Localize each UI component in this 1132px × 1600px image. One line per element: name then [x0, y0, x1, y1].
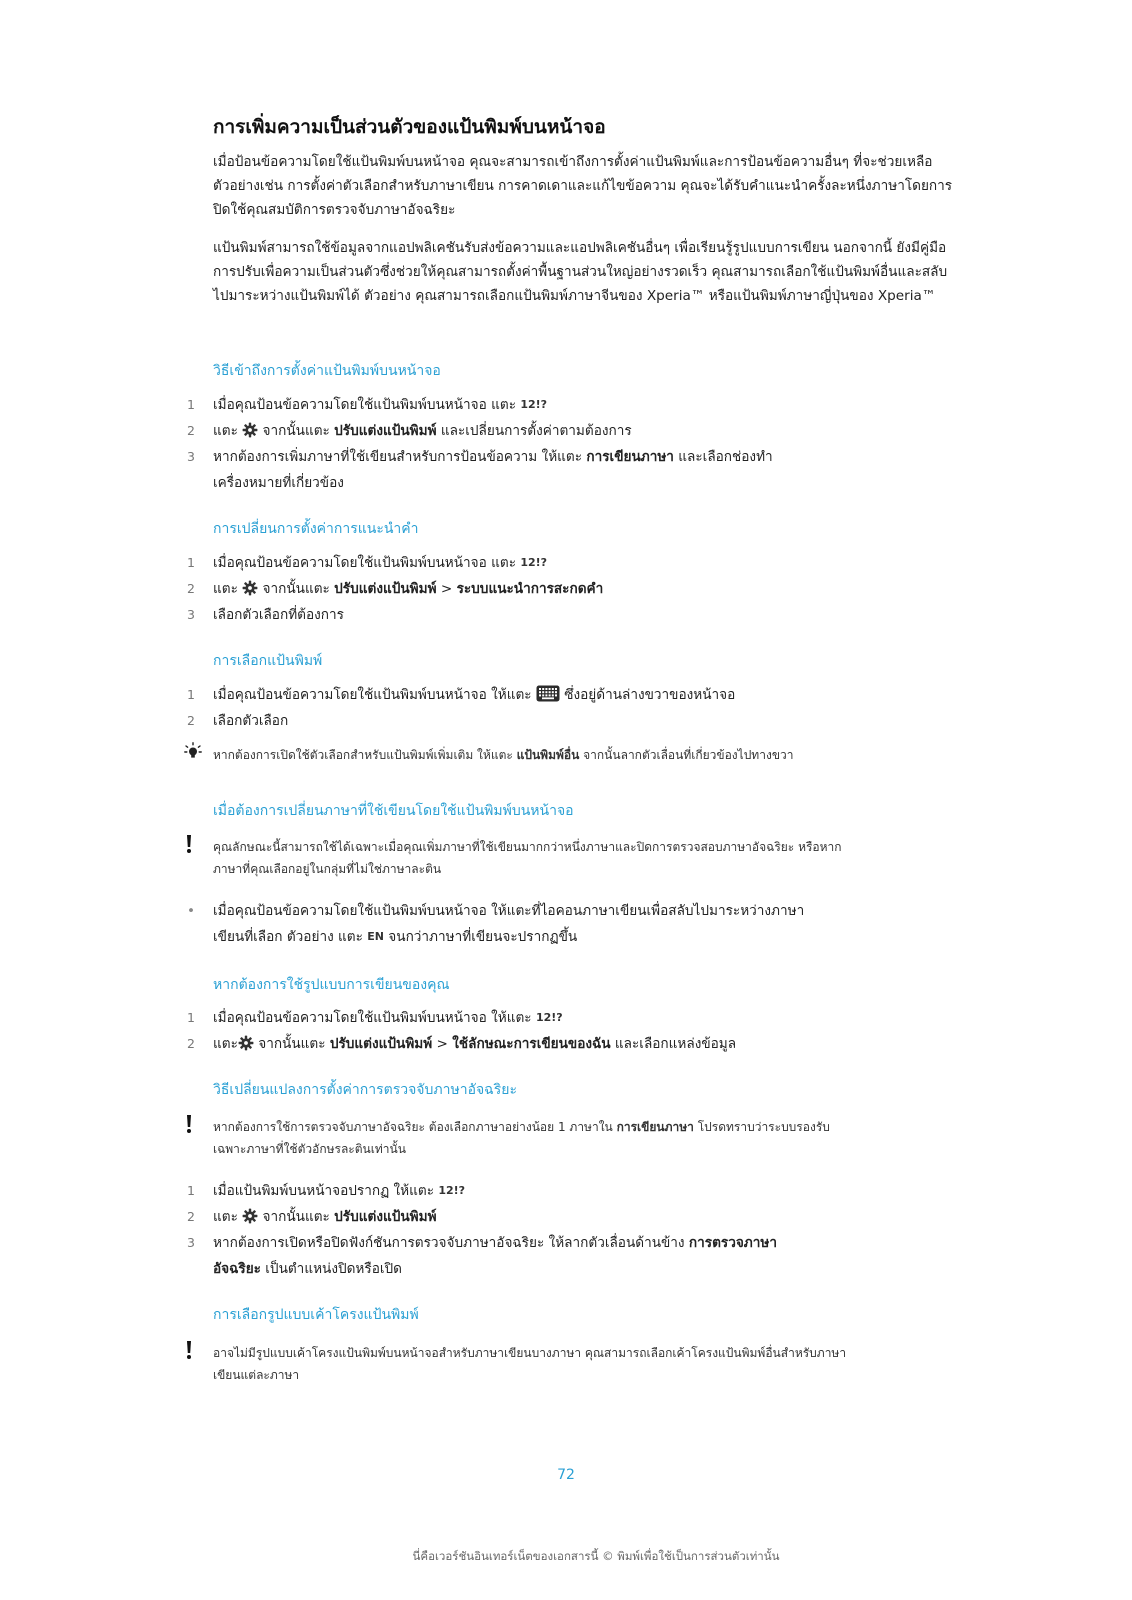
section-heading-select-keyboard: การเลือกแป้นพิมพ์	[213, 653, 323, 669]
step-number: 1	[187, 397, 195, 412]
step-number: 3	[187, 1235, 195, 1250]
manual-page: การเพิ่มความเป็นส่วนตัวของแป้นพิมพ์บนหน้าจอ เมื่อป้อนข้อความโดยใช้แป้นพิมพ์บนหน้าจอ คุณจะสามารถเข้าถึงการตั้งค่าแป้นพิมพ์และการป้อนข้อความอื่นๆ ที่จะช่วยเหลือ ตัวอย่างเช่น การตั้งค่าตัวเลือกสำหรับภาษาเขียน การคาดเดาและแก้ไขข้อความ คุณจะได้รับคำแนะนำครั้งละหนึ่งภาษาโดยการปิดใช้คุณสมบัติการตรวจจับภาษาอัจฉริยะ แป้นพิมพ์สามารถใช้ข้อมูลจากแอปพลิเคชันรับส่งข้อความและแอปพลิเคชันอื่นๆ เพื่อเรียนรู้รูปแบบการเขียน นอกจากนี้ ยังมีคู่มือการปรับเพื่อความเป็นส่วนตัวซึ่งช่วยให้คุณสามารถตั้งค่าพื้นฐานส่วนใหญ่อย่างรวดเร็ว คุณสามารถเลือกใช้แป้นพิมพ์อื่นและสลับไปมาระหว่างแป้นพิมพ์ได้ ตัวอย่าง คุณสามารถเลือกแป้นพิมพ์ภาษาจีนของ Xperia™ หรือแป้นพิมพ์ภาษาญี่ปุ่นของ Xperia™ วิธีเข้าถึงการตั้งค่าแป้นพิมพ์บนหน้าจอ 1 เมื่อคุณป้อนข้อความโดยใช้แป้นพิมพ์บนหน้าจอ แตะ 12!? 2 แตะ จากนั้นแตะ ปรับแต่งแป้นพิมพ์ และเปลี่ยนการตั้งค่าตามต้องการ 3 หากต้องการเพิ่มภาษาที่ใช้เขียนสำหรับการป้อนข้อความ ให้แตะ การเขียนภาษา และเลือกช่องทำ เครื่องหมายที่เกี่ยวข้อง การเปลี่ยนการตั้งค่าการแนะนำคำ 1 เมื่อคุณป้อนข้อความโดยใช้แป้นพิมพ์บนหน้าจอ แตะ 12!? 2 แตะ จากนั้นแตะ ปรับแต่งแป้นพิมพ์ > ระบบแนะนำการสะกดคำ 3 เลือกตัวเลือกที่ต้องการ การเลือกแป้นพิมพ์ 1 เมื่อคุณป้อนข้อความโดยใช้แป้นพิมพ์บนหน้าจอ ให้แตะ ซึ่งอยู่ด้านล่างขวาของหน้าจอ 2 เลือกตัวเลือก หากต้องการเปิดใช้ตัวเลือกสำหรับแป้นพิมพ์เพิ่มเติม ให้แตะ แป้นพิมพ์อื่น จากนั้นลากตัวเลื่อนที่เกี่ยวข้องไปทางขวา เมื่อต้องการเปลี่ยนภาษาที่ใช้เขียนโดยใช้แป้นพิมพ์บนหน้าจอ คุณลักษณะนี้สามารถใช้ได้เฉพาะเมื่อคุณเพิ่มภาษาที่ใช้เขียนมากกว่าหนึ่งภาษาและปิดการตรวจสอบภาษาอัจฉริยะ หรือหาก ภาษาที่คุณเลือกอยู่ในกลุ่มที่ไม่ใช่ภาษาละติน • เมื่อคุณป้อนข้อความโดยใช้แป้นพิมพ์บนหน้าจอ ให้แตะที่ไอคอนภาษาเขียนเพื่อสลับไปมาระหว่างภาษา เขียนที่เลือก ตัวอย่าง แตะ EN จนกว่าภาษาที่เขียนจะปรากฏขึ้น หากต้องการใช้รูปแบบการเขียนของคุณ 1 เมื่อคุณป้อนข้อความโดยใช้แป้นพิมพ์บนหน้าจอ ให้แตะ 12!? 2 แตะ จากนั้นแตะ ปรับแต่งแป้นพิมพ์ > ใช้ลักษณะการเขียนของฉัน และเลือกแหล่งข้อมูล วิธีเปลี่ยนแปลงการตั้งค่าการตรวจจับภาษาอัจฉริยะ หากต้องการใช้การตรวจจับภาษาอัจฉริยะ ต้องเลือกภาษาอย่างน้อย 1 ภาษาใน การเขียนภาษา โปรดทราบว่าระบบรองรับ เฉพาะภาษาที่ใช้ตัวอักษรละตินเท่านั้น 1 เมื่อแป้นพิมพ์บนหน้าจอปรากฏ ให้แตะ 12!? 2 แตะ จากนั้นแตะ ปรับแต่งแป้นพิมพ์ 3 หากต้องการเปิดหรือปิดฟังก์ชันการตรวจจับภาษาอัจฉริยะ ให้ลากตัวเลื่อนด้านข้าง การตรวจภาษา อัจฉริยะ เป็นตำแหน่งปิดหรือเปิด การเลือกรูปแบบเค้าโครงแป้นพิมพ์ อาจไม่มีรูปแบบเค้าโครงแป้นพิมพ์บนหน้าจอสำหรับภาษาเขียนบางภาษา คุณสามารถเลือกเค้าโครงแป้นพิมพ์อื่นสำหรับภาษา เขียนแต่ละภาษา 72 นี่คือเวอร์ชันอินเทอร์เน็ตของเอกสารนี้ © พิมพ์เพื่อใช้เป็นการส่วนตัวเท่านั้น	[0, 0, 1132, 1600]
symbols-key-icon: 12!?	[520, 398, 548, 411]
step-number: 2	[187, 423, 195, 438]
step-number: 2	[187, 1209, 195, 1224]
step-number: 1	[187, 1010, 195, 1025]
section-heading-word-suggestions: การเปลี่ยนการตั้งค่าการแนะนำคำ	[213, 521, 419, 537]
footer-note: นี่คือเวอร์ชันอินเทอร์เน็ตของเอกสารนี้ © พิมพ์เพื่อใช้เป็นการส่วนตัวเท่านั้น	[412, 1549, 780, 1563]
gear-icon	[238, 1034, 254, 1060]
symbols-key-icon: 12!?	[535, 1011, 563, 1024]
lightbulb-icon	[184, 742, 200, 762]
section-heading-change-language: เมื่อต้องการเปลี่ยนภาษาที่ใช้เขียนโดยใช้แป้นพิมพ์บนหน้าจอ	[213, 803, 574, 819]
page-number: 72	[557, 1467, 575, 1483]
step-number: 2	[187, 581, 195, 596]
step-number: 1	[187, 1183, 195, 1198]
step-number: 2	[187, 713, 195, 728]
exclamation-icon	[184, 1114, 200, 1134]
section-heading-access-settings: วิธีเข้าถึงการตั้งค่าแป้นพิมพ์บนหน้าจอ	[213, 363, 441, 379]
step-number: 1	[187, 555, 195, 570]
bullet-dot: •	[187, 903, 196, 919]
step-number: 3	[187, 607, 195, 622]
intro-paragraph-2: แป้นพิมพ์สามารถใช้ข้อมูลจากแอปพลิเคชันรับส่งข้อความและแอปพลิเคชันอื่นๆ เพื่อเรียนรู้รูปแบบการเขียน นอกจากนี้ ยังมีคู่มือการปรับเพื่อความเป็นส่วนตัวซึ่งช่วยให้คุณสามารถตั้งค่าพื้นฐานส่วนใหญ่อย่างรวดเร็ว คุณสามารถเลือกใช้แป้นพิมพ์อื่นและสลับไปมาระหว่างแป้นพิมพ์ได้ ตัวอย่าง คุณสามารถเลือกแป้นพิมพ์ภาษาจีนของ Xperia™ หรือแป้นพิมพ์ภาษาญี่ปุ่นของ Xperia™	[213, 240, 948, 304]
section-heading-keyboard-layout: การเลือกรูปแบบเค้าโครงแป้นพิมพ์	[213, 1307, 419, 1323]
intro-paragraph-1: เมื่อป้อนข้อความโดยใช้แป้นพิมพ์บนหน้าจอ คุณจะสามารถเข้าถึงการตั้งค่าแป้นพิมพ์และการป้อนข้อความอื่นๆ ที่จะช่วยเหลือ ตัวอย่างเช่น การตั้งค่าตัวเลือกสำหรับภาษาเขียน การคาดเดาและแก้ไขข้อความ คุณจะได้รับคำแนะนำครั้งละหนึ่งภาษาโดยการปิดใช้คุณสมบัติการตรวจจับภาษาอัจฉริยะ	[213, 154, 953, 218]
step-number: 3	[187, 449, 195, 464]
section-heading-writing-style: หากต้องการใช้รูปแบบการเขียนของคุณ	[213, 977, 450, 993]
exclamation-icon	[184, 834, 200, 854]
symbols-key-icon: 12!?	[438, 1184, 466, 1197]
exclamation-icon	[184, 1340, 200, 1360]
step-number: 2	[187, 1036, 195, 1051]
language-key-icon: EN	[367, 930, 384, 943]
page-title: การเพิ่มความเป็นส่วนตัวของแป้นพิมพ์บนหน้าจอ	[213, 116, 606, 138]
symbols-key-icon: 12!?	[520, 556, 548, 569]
section-heading-smart-detection: วิธีเปลี่ยนแปลงการตั้งค่าการตรวจจับภาษาอัจฉริยะ	[213, 1082, 517, 1098]
step-number: 1	[187, 687, 195, 702]
